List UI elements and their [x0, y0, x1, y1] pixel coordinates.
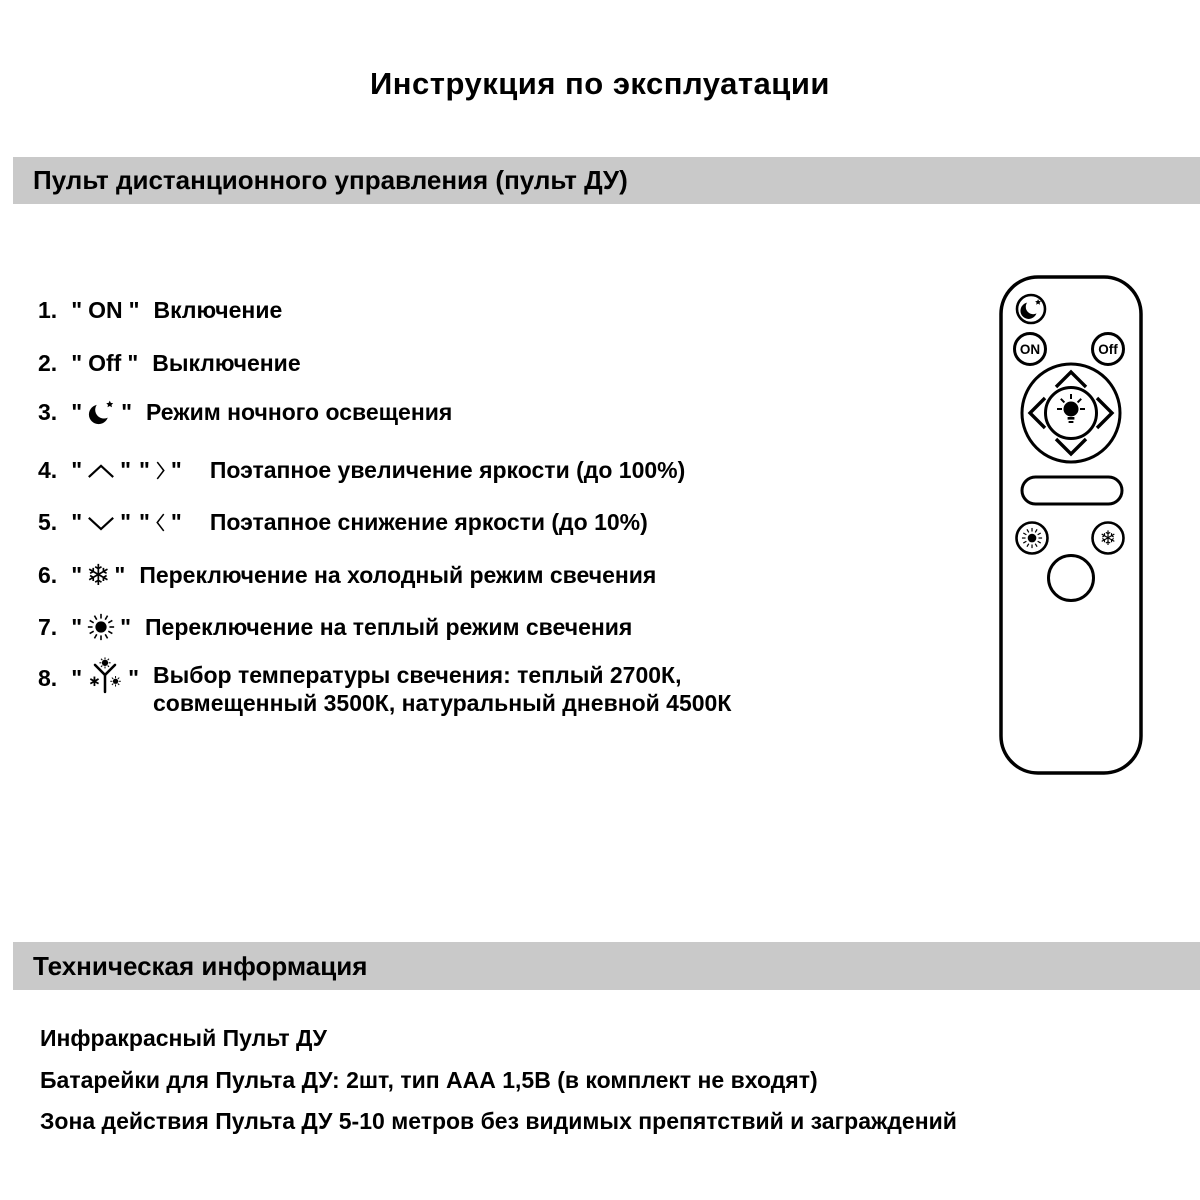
item-number: 2. [38, 349, 58, 376]
quote-mark: " [71, 561, 83, 588]
page-title: Инструкция по эксплуатации [370, 66, 830, 101]
list-item-6 [38, 557, 656, 593]
list-item-7 [38, 609, 632, 645]
item-number: 3. [38, 398, 58, 425]
list-item-2 [38, 345, 301, 381]
angle-left-icon [154, 511, 167, 534]
on-button-label: ON [1019, 342, 1041, 357]
section-header-remote [13, 157, 1200, 204]
section-header-tech [13, 942, 1200, 990]
item-label: Выключение [152, 349, 301, 376]
item-label: Переключение на холодный режим свечения [139, 561, 657, 588]
quote-mark: " [71, 349, 83, 376]
quote-mark: " [71, 508, 83, 535]
item-label [153, 661, 731, 717]
item-number: 1. [38, 296, 58, 323]
tech-info-line-2: Батарейки для Пульта ДУ: 2шт, тип ААА 1,5В (в комплект не входят) [40, 1066, 818, 1093]
sun-icon [86, 612, 116, 642]
quote-mark: " [71, 613, 83, 640]
quote-mark: " [114, 561, 126, 588]
list-item-8 [38, 661, 731, 717]
item-label: Поэтапное снижение яркости (до 10%) [209, 508, 648, 535]
snowflake-icon: ❄ [86, 558, 111, 592]
chevron-down-icon [86, 513, 116, 532]
quote-mark: " [71, 296, 83, 323]
temperature-select-icon [86, 657, 124, 695]
item-number: 8. [38, 665, 58, 691]
remote-control-illustration [999, 275, 1143, 775]
snowflake-icon: ❄ [1099, 528, 1117, 550]
item-label: Переключение на теплый режим свечения [145, 613, 633, 640]
item-number: 5. [38, 508, 58, 535]
item-number: 6. [38, 561, 58, 588]
list-item-3 [38, 394, 452, 430]
list-item-1 [38, 292, 282, 328]
off-token: Off [88, 349, 122, 376]
quote-mark: " [170, 456, 182, 483]
item-label-line1: Выбор температуры свечения: теплый 2700К, [153, 662, 682, 688]
quote-mark: " [121, 398, 132, 425]
quote-mark: " [170, 508, 182, 535]
night-mode-moon-icon [86, 397, 117, 428]
quote-mark: " [128, 296, 140, 323]
item-label: Поэтапное увеличение яркости (до 100%) [209, 456, 686, 483]
quote-mark: " [71, 456, 83, 483]
quote-mark: " [139, 456, 150, 483]
list-item-4 [38, 452, 685, 488]
item-number: 7. [38, 613, 58, 640]
angle-right-icon [154, 459, 167, 482]
section-header-tech-label: Техническая информация [33, 950, 368, 981]
item-label-line2: совмещенный 3500К, натуральный дневной 4500К [153, 690, 732, 716]
quote-mark: " [127, 349, 139, 376]
quote-mark: " [71, 398, 83, 425]
quote-mark: " [139, 508, 150, 535]
item-label: Включение [153, 296, 283, 323]
quote-mark: " [128, 665, 139, 691]
tech-info-line-3: Зона действия Пульта ДУ 5-10 метров без видимых препятствий и заграждений [40, 1107, 957, 1134]
quote-mark: " [120, 456, 131, 483]
quote-mark: " [120, 508, 131, 535]
item-number: 4. [38, 456, 58, 483]
off-button-label: Off [1098, 342, 1118, 357]
tech-info-line-1: Инфракрасный Пульт ДУ [40, 1024, 327, 1051]
chevron-up-icon [86, 461, 116, 480]
section-header-remote-label: Пульт дистанционного управления (пульт ДУ) [33, 165, 628, 195]
quote-mark: " [120, 613, 131, 640]
item-label: Режим ночного освещения [146, 398, 453, 425]
list-item-5 [38, 504, 648, 540]
on-token: ON [88, 296, 123, 323]
quote-mark: " [71, 665, 83, 691]
